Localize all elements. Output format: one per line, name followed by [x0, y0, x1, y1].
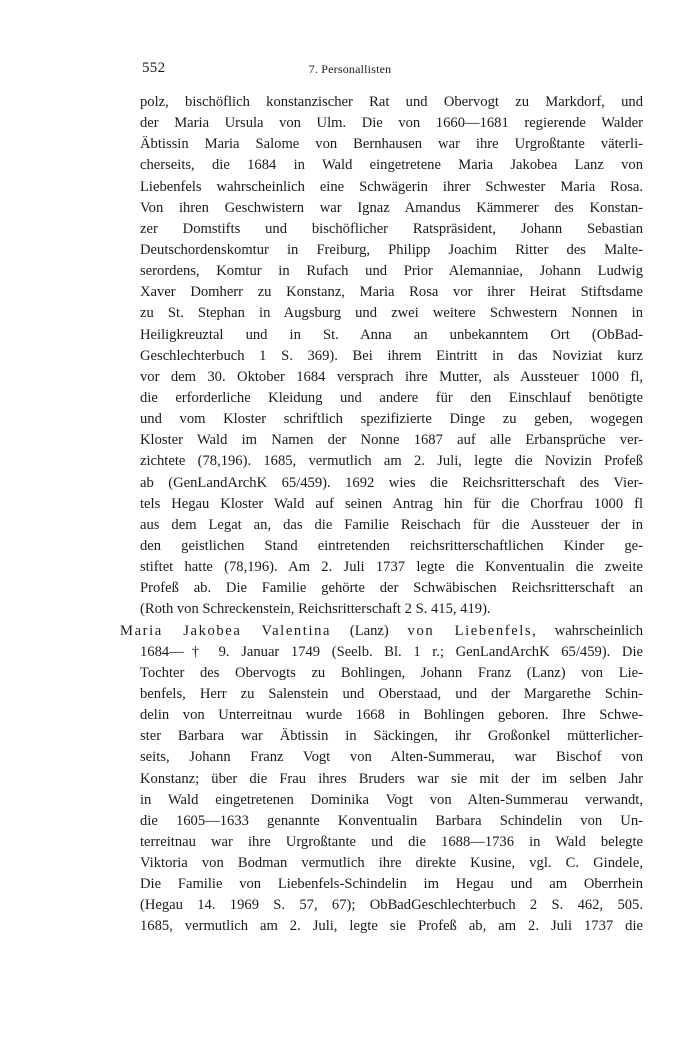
text-line: Heiligkreuztal und in St. Anna an unbekanntem Ort (ObBad-: [140, 326, 643, 343]
text-line: 1685, vermutlich am 2. Juli, legte sie Profeß ab, am 2. Juli 1737 die: [140, 918, 643, 935]
text-line: Geschlechterbuch 1 S. 369). Bei ihrem Eintritt in das Noviziat kurz: [140, 347, 643, 364]
body-text: [120, 92, 643, 938]
entry-heading-rest: , wahrscheinlich: [532, 622, 643, 639]
text-line: die 1605—1633 genannte Konventualin Barbara Schindelin von Un-: [140, 812, 643, 829]
text-line: seits, Johann Franz Vogt von Alten-Summerau, war Bischof von: [140, 749, 643, 766]
text-line: zichtete (78,196). 1685, vermutlich am 2. Juli, legte die Novizin Profeß: [140, 453, 643, 470]
entry-name-2: von Liebenfels: [407, 622, 533, 639]
text-line: aus dem Legat an, das die Familie Reischach für die Aussteuer der in: [140, 516, 643, 533]
text-line: Die Familie von Liebenfels-Schindelin im Hegau und am Oberrhein: [140, 876, 643, 893]
text-line: den geistlichen Stand eintretenden reichsritterschaftlichen Kinder ge-: [140, 537, 643, 554]
text-line: in Wald eingetretenen Dominika Vogt von Alten-Summerau verwandt,: [140, 791, 643, 808]
text-line: Liebenfels wahrscheinlich eine Schwägerin ihrer Schwester Maria Rosa.: [140, 178, 643, 195]
text-line: ab (GenLandArchK 65/459). 1692 wies die Reichsritterschaft des Vier-: [140, 474, 643, 491]
entry-name-mid: (Lanz): [331, 622, 408, 639]
entry-maria-jakobea: [120, 621, 643, 938]
text-line: Kloster Wald im Namen der Nonne 1687 auf alle Erbansprüche ver-: [140, 432, 643, 449]
text-line: Profeß ab. Die Familie gehörte der Schwäbischen Reichsritterschaft an: [140, 580, 643, 597]
running-head: 7. Personallisten: [308, 62, 392, 76]
text-line: Konstanz; über die Frau ihres Bruders war sie mit der im selben Jahr: [140, 770, 643, 787]
text-line: Äbtissin Maria Salome von Bernhausen war ihre Urgroßtante väterli-: [140, 136, 643, 153]
text-line: Xaver Domherr zu Konstanz, Maria Rosa vor ihrer Heirat Stiftsdame: [140, 284, 643, 301]
text-line: zu St. Stephan in Augsburg und zwei weitere Schwestern Nonnen in: [140, 305, 643, 322]
text-line: vor dem 30. Oktober 1684 versprach ihre Mutter, als Aussteuer 1000 fl,: [140, 368, 643, 385]
text-line: delin von Unterreitnau wurde 1668 in Bohlingen geboren. Ihre Schwe-: [140, 707, 643, 724]
text-line: benfels, Herr zu Salenstein und Oberstaad, und der Margarethe Schin-: [140, 685, 643, 702]
text-line: polz, bischöflich konstanzischer Rat und Obervogt zu Markdorf, und: [140, 94, 643, 110]
text-line: stiftet hatte (78,196). Am 2. Juli 1737 legte die Konventualin die zweite: [140, 559, 643, 576]
text-line: Viktoria von Bodman vermutlich ihre direkte Kusine, vgl. C. Gindele,: [140, 855, 643, 872]
text-line: terreitnau war ihre Urgroßtante und die 1688—1736 in Wald belegte: [140, 833, 643, 850]
text-line: 1684—† 9. Januar 1749 (Seelb. Bl. 1 r.; GenLandArchK 65/459). Die: [140, 643, 643, 660]
text-line: cherseits, die 1684 in Wald eingetretene Maria Jakobea Lanz von: [140, 157, 643, 174]
text-line: (Hegau 14. 1969 S. 57, 67); ObBadGeschlechterbuch 2 S. 462, 505.: [140, 897, 643, 914]
text-line: die erforderliche Kleidung und andere für den Einschlauf benötigte: [140, 389, 643, 406]
text-line: der Maria Ursula von Ulm. Die von 1660—1681 regierende Walder: [140, 115, 643, 132]
paragraph-1: [140, 92, 643, 621]
text-line: und vom Kloster schriftlich spezifizierte Dinge zu geben, wogegen: [140, 411, 643, 428]
entry-name: Maria Jakobea Valentina: [120, 622, 332, 639]
entry-heading-line: [120, 621, 643, 642]
text-line: Von ihren Geschwistern war Ignaz Amandus Kämmerer des Konstan-: [140, 199, 643, 216]
text-line: (Roth von Schreckenstein, Reichsritterschaft 2 S. 415, 419).: [140, 601, 491, 618]
text-line: tels Hegau Kloster Wald auf seinen Antrag hin für die Chorfrau 1000 fl: [140, 495, 643, 512]
text-line: Deutschordenskomtur in Freiburg, Philipp Joachim Ritter des Malte-: [140, 241, 643, 258]
text-line: ster Barbara war Äbtissin in Säckingen, ihr Großonkel mütterlicher-: [140, 728, 643, 745]
text-line: Tochter des Obervogts zu Bohlingen, Johann Franz (Lanz) von Lie-: [140, 664, 643, 681]
page-number: 552: [142, 60, 166, 76]
text-line: serordens, Komtur in Rufach und Prior Alemanniae, Johann Ludwig: [140, 263, 643, 280]
text-line: zer Domstifts und bischöflicher Ratspräsident, Johann Sebastian: [140, 220, 643, 237]
